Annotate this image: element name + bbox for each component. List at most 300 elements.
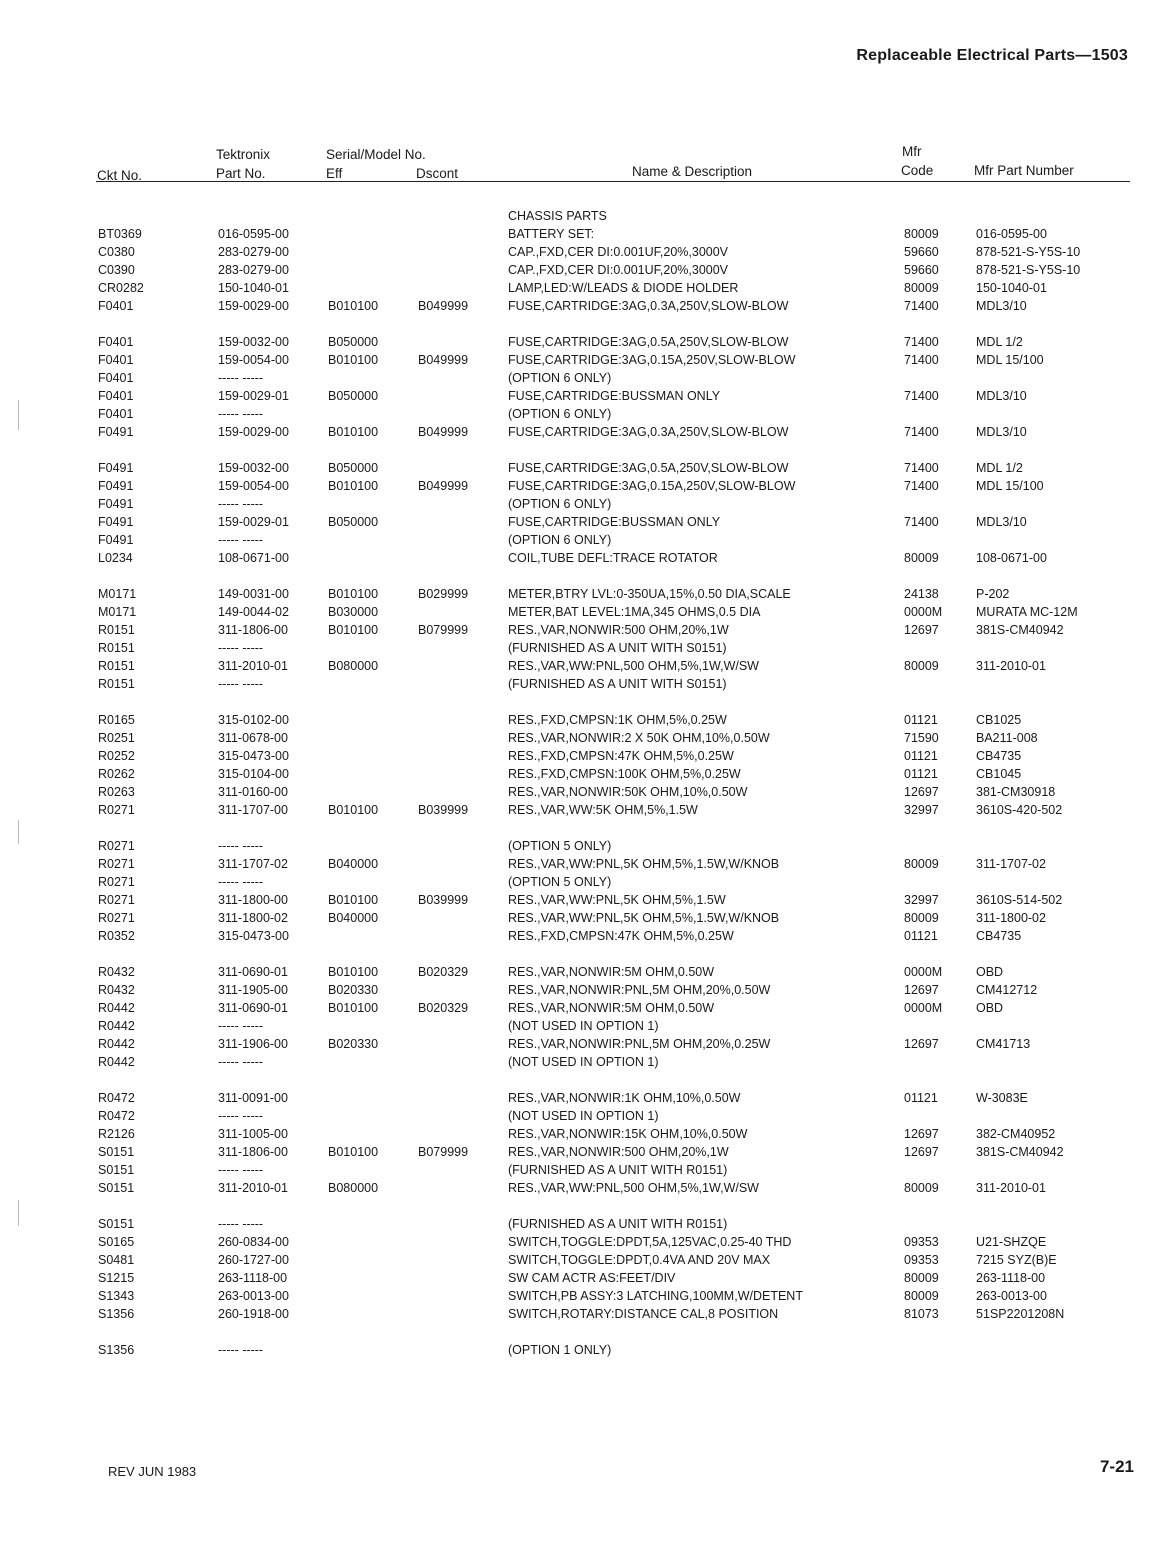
- mfr-part-number-cell: OBD: [976, 965, 1004, 979]
- mfr-code-cell: 80009: [904, 911, 939, 925]
- description-cell: FUSE,CARTRIDGE:3AG,0.15A,250V,SLOW-BLOW: [508, 479, 796, 493]
- ckt-no-cell: S0151: [98, 1217, 135, 1231]
- mfr-code-cell: 12697: [904, 1127, 939, 1141]
- dscont-cell: [418, 603, 468, 621]
- group-spacer: [508, 1071, 803, 1089]
- part-no-cell: ----- -----: [218, 677, 264, 691]
- description-cell: COIL,TUBE DEFL:TRACE ROTATOR: [508, 551, 718, 565]
- part-no-cell: 311-1800-02: [218, 911, 288, 925]
- group-spacer: [508, 693, 803, 711]
- col-head-ckt-no: Ckt No.: [97, 168, 143, 183]
- dscont-cell: [418, 657, 468, 675]
- mfr-code-cell: 01121: [904, 749, 938, 763]
- group-spacer: [418, 693, 468, 711]
- eff-cell: [328, 1287, 378, 1305]
- mfr-code-cell: 12697: [904, 1037, 939, 1051]
- group-spacer: [418, 1323, 468, 1341]
- description-cell: FUSE,CARTRIDGE:3AG,0.15A,250V,SLOW-BLOW: [508, 353, 796, 367]
- dscont-cell: [418, 387, 468, 405]
- mfr-part-number-cell: MDL3/10: [976, 425, 1027, 439]
- ckt-no-cell: F0491: [98, 533, 134, 547]
- mfr-part-number-cell: [976, 1107, 1080, 1125]
- part-no-column: [218, 207, 289, 1359]
- description-cell: RES.,FXD,CMPSN:1K OHM,5%,0.25W: [508, 713, 727, 727]
- header-rule: [96, 181, 1130, 182]
- col-head-name-description: Name & Description: [632, 164, 753, 179]
- eff-cell: [328, 783, 378, 801]
- part-no-cell: 159-0029-00: [218, 299, 289, 313]
- dscont-cell: B049999: [418, 425, 469, 439]
- mfr-part-number-cell: [976, 873, 1080, 891]
- group-spacer: [418, 1071, 468, 1089]
- ckt-no-cell: F0491: [98, 515, 134, 529]
- part-no-cell: 260-1918-00: [218, 1307, 289, 1321]
- mfr-code-cell: 71400: [904, 515, 939, 529]
- ckt-no-cell: R0472: [98, 1091, 135, 1105]
- mfr-part-number-cell: MDL 1/2: [976, 461, 1023, 475]
- eff-cell: [328, 405, 378, 423]
- mfr-code-cell: 71400: [904, 479, 939, 493]
- ckt-no-cell: S0151: [98, 1145, 135, 1159]
- description-cell: RES.,VAR,NONWIR:50K OHM,10%,0.50W: [508, 785, 748, 799]
- part-no-cell: 311-0091-00: [218, 1091, 288, 1105]
- description-cell: FUSE,CARTRIDGE:3AG,0.3A,250V,SLOW-BLOW: [508, 299, 789, 313]
- mfr-code-cell: 09353: [904, 1253, 939, 1267]
- mfr-part-number-cell: U21-SHZQE: [976, 1235, 1047, 1249]
- description-cell: RES.,VAR,WW:PNL,5K OHM,5%,1.5W,W/KNOB: [508, 857, 780, 871]
- group-spacer: [976, 567, 1080, 585]
- part-no-cell: 150-1040-01: [218, 281, 289, 295]
- group-spacer: [98, 1071, 144, 1089]
- mfr-code-cell: 59660: [904, 245, 939, 259]
- part-no-cell: 311-1800-00: [218, 893, 288, 907]
- group-spacer: [418, 567, 468, 585]
- mfr-code-cell: [904, 495, 942, 513]
- group-spacer: [508, 819, 803, 837]
- eff-cell: B040000: [328, 857, 379, 871]
- description-cell: (OPTION 5 ONLY): [508, 839, 612, 853]
- part-no-cell: ----- -----: [218, 1217, 264, 1231]
- eff-cell: B080000: [328, 659, 379, 673]
- group-spacer: [328, 1323, 378, 1341]
- group-spacer: [328, 1197, 378, 1215]
- part-no-cell: 159-0029-00: [218, 425, 289, 439]
- description-cell: RES.,VAR,NONWIR:15K OHM,10%,0.50W: [508, 1127, 748, 1141]
- group-spacer: [328, 567, 378, 585]
- ckt-no-cell: F0401: [98, 371, 134, 385]
- mfr-code-cell: [904, 1053, 942, 1071]
- dscont-cell: [418, 1269, 468, 1287]
- mfr-code-cell: 80009: [904, 227, 939, 241]
- mfr-code-cell: 81073: [904, 1307, 939, 1321]
- mfr-part-number-cell: 311-2010-01: [976, 1181, 1046, 1195]
- mfr-code-cell: [904, 639, 942, 657]
- dscont-cell: B020329: [418, 1001, 469, 1015]
- mfr-code-cell: 0000M: [904, 605, 943, 619]
- mfr-part-number-cell: 016-0595-00: [976, 227, 1047, 241]
- mfr-part-number-cell: CM412712: [976, 983, 1038, 997]
- dscont-cell: [418, 1287, 468, 1305]
- eff-cell: [328, 225, 378, 243]
- part-no-cell: 149-0031-00: [218, 587, 289, 601]
- mfr-part-number-cell: 3610S-420-502: [976, 803, 1063, 817]
- dscont-cell: B020329: [418, 965, 469, 979]
- eff-cell: [328, 747, 378, 765]
- mfr-code-cell: [904, 207, 942, 225]
- mfr-part-number-cell: 3610S-514-502: [976, 893, 1063, 907]
- description-cell: METER,BAT LEVEL:1MA,345 OHMS,0.5 DIA: [508, 605, 761, 619]
- ckt-no-cell: S1343: [98, 1289, 135, 1303]
- eff-cell: [328, 531, 378, 549]
- mfr-code-cell: 01121: [904, 767, 938, 781]
- part-no-cell: 315-0104-00: [218, 767, 289, 781]
- eff-cell: [328, 207, 378, 225]
- mfr-code-cell: [904, 873, 942, 891]
- eff-cell: [328, 243, 378, 261]
- eff-cell: B020330: [328, 983, 379, 997]
- part-no-cell: [218, 207, 289, 225]
- part-no-cell: ----- -----: [218, 497, 264, 511]
- mfr-code-cell: [904, 369, 942, 387]
- eff-cell: [328, 729, 378, 747]
- mfr-part-number-cell: [976, 207, 1080, 225]
- ckt-no-cell: R0151: [98, 641, 135, 655]
- ckt-no-cell: M0171: [98, 587, 137, 601]
- group-spacer: [218, 693, 289, 711]
- ckt-no-cell: R0151: [98, 659, 135, 673]
- eff-cell: B010100: [328, 893, 379, 907]
- ckt-no-cell: F0401: [98, 407, 134, 421]
- ckt-no-cell: R0251: [98, 731, 135, 745]
- eff-cell: B010100: [328, 1001, 379, 1015]
- dscont-cell: [418, 531, 468, 549]
- mfr-code-cell: 71590: [904, 731, 939, 745]
- col-head-dscont: Dscont: [416, 166, 459, 181]
- group-spacer: [976, 315, 1080, 333]
- ckt-no-cell: R0432: [98, 965, 135, 979]
- mfr-part-number-cell: [976, 837, 1080, 855]
- ckt-no-cell: R0271: [98, 839, 135, 853]
- ckt-no-cell: M0171: [98, 605, 137, 619]
- description-cell: SWITCH,TOGGLE:DPDT,0.4VA AND 20V MAX: [508, 1253, 771, 1267]
- group-spacer: [904, 945, 942, 963]
- ckt-no-cell: S1356: [98, 1307, 135, 1321]
- mfr-code-cell: 71400: [904, 389, 939, 403]
- dscont-cell: [418, 1107, 468, 1125]
- scan-margin-mark: [18, 400, 19, 430]
- ckt-no-cell: R0271: [98, 893, 135, 907]
- dscont-cell: B039999: [418, 803, 469, 817]
- dscont-cell: [418, 459, 468, 477]
- eff-cell: [328, 369, 378, 387]
- eff-cell: [328, 639, 378, 657]
- mfr-code-cell: [904, 1215, 942, 1233]
- ckt-no-cell: R0271: [98, 911, 135, 925]
- part-no-cell: 283-0279-00: [218, 263, 289, 277]
- group-spacer: [328, 693, 378, 711]
- group-spacer: [904, 1323, 942, 1341]
- ckt-no-cell: R0262: [98, 767, 135, 781]
- mfr-part-number-cell: 51SP2201208N: [976, 1307, 1065, 1321]
- mfr-part-number-cell: [976, 495, 1080, 513]
- part-no-cell: 108-0671-00: [218, 551, 289, 565]
- dscont-cell: B039999: [418, 893, 469, 907]
- dscont-cell: [418, 873, 468, 891]
- ckt-no-cell: S0481: [98, 1253, 135, 1267]
- mfr-part-number-cell: [976, 1341, 1080, 1359]
- description-cell: RES.,FXD,CMPSN:47K OHM,5%,0.25W: [508, 929, 734, 943]
- ckt-no-cell: R0271: [98, 857, 135, 871]
- group-spacer: [418, 945, 468, 963]
- dscont-cell: B029999: [418, 587, 469, 601]
- ckt-no-cell: R0472: [98, 1109, 135, 1123]
- part-no-cell: 149-0044-02: [218, 605, 289, 619]
- ckt-no-cell: F0491: [98, 497, 134, 511]
- description-cell: RES.,VAR,NONWIR:2 X 50K OHM,10%,0.50W: [508, 731, 770, 745]
- ckt-no-cell: BT0369: [98, 227, 142, 241]
- mfr-code-cell: [904, 1341, 942, 1359]
- part-no-cell: 315-0102-00: [218, 713, 289, 727]
- ckt-no-cell: R0263: [98, 785, 135, 799]
- eff-cell: [328, 711, 378, 729]
- mfr-part-number-cell: CB1045: [976, 767, 1022, 781]
- dscont-cell: [418, 207, 468, 225]
- ckt-no-cell: R0151: [98, 677, 135, 691]
- description-cell: SWITCH,PB ASSY:3 LATCHING,100MM,W/DETENT: [508, 1289, 803, 1303]
- eff-cell: B050000: [328, 461, 379, 475]
- mfr-part-number-cell: P-202: [976, 587, 1010, 601]
- col-head-code: Code: [901, 163, 934, 178]
- revision-date: REV JUN 1983: [108, 1464, 197, 1479]
- mfr-code-cell: 80009: [904, 1271, 939, 1285]
- mfr-part-number-cell: MDL 15/100: [976, 479, 1044, 493]
- mfr-code-cell: 0000M: [904, 965, 943, 979]
- group-spacer: [328, 945, 378, 963]
- group-spacer: [418, 315, 468, 333]
- description-cell: RES.,FXD,CMPSN:47K OHM,5%,0.25W: [508, 749, 734, 763]
- ckt-no-cell: F0491: [98, 479, 134, 493]
- group-spacer: [904, 567, 942, 585]
- part-no-cell: 260-1727-00: [218, 1253, 289, 1267]
- description-cell: (NOT USED IN OPTION 1): [508, 1055, 659, 1069]
- eff-cell: [328, 1089, 378, 1107]
- ckt-no-cell: S1215: [98, 1271, 135, 1285]
- ckt-no-cell: S1356: [98, 1343, 135, 1357]
- eff-cell: [328, 765, 378, 783]
- eff-cell: [328, 1269, 378, 1287]
- group-spacer: [218, 315, 289, 333]
- mfr-part-number-cell: 381-CM30918: [976, 785, 1056, 799]
- part-no-cell: ----- -----: [218, 407, 264, 421]
- eff-cell: [328, 1107, 378, 1125]
- eff-cell: [328, 1305, 378, 1323]
- description-cell: RES.,VAR,WW:PNL,500 OHM,5%,1W,W/SW: [508, 1181, 759, 1195]
- col-head-serial-model: Serial/Model No.: [326, 147, 426, 162]
- dscont-cell: [418, 279, 468, 297]
- part-no-cell: ----- -----: [218, 1109, 264, 1123]
- mfr-code-cell: 80009: [904, 659, 939, 673]
- description-cell: FUSE,CARTRIDGE:3AG,0.5A,250V,SLOW-BLOW: [508, 335, 789, 349]
- description-cell: RES.,VAR,WW:PNL,5K OHM,5%,1.5W: [508, 893, 726, 907]
- dscont-cell: B049999: [418, 299, 469, 313]
- group-spacer: [508, 567, 803, 585]
- eff-cell: [328, 279, 378, 297]
- mfr-part-number-cell: [976, 531, 1080, 549]
- eff-column: [328, 207, 378, 1359]
- mfr-code-cell: 09353: [904, 1235, 939, 1249]
- eff-cell: B010100: [328, 299, 379, 313]
- dscont-cell: [418, 711, 468, 729]
- mfr-part-number-cell: MDL 15/100: [976, 353, 1044, 367]
- mfr-code-cell: 80009: [904, 1181, 939, 1195]
- eff-cell: B010100: [328, 479, 379, 493]
- dscont-cell: [418, 513, 468, 531]
- dscont-column: [418, 207, 468, 1359]
- page-number: 7-21: [1099, 1457, 1134, 1476]
- dscont-cell: [418, 1251, 468, 1269]
- group-spacer: [218, 567, 289, 585]
- dscont-cell: B079999: [418, 623, 469, 637]
- mfr-code-cell: 32997: [904, 893, 939, 907]
- description-cell: RES.,VAR,WW:PNL,500 OHM,5%,1W,W/SW: [508, 659, 759, 673]
- ckt-no-cell: F0401: [98, 389, 134, 403]
- description-cell: RES.,VAR,NONWIR:500 OHM,20%,1W: [508, 623, 729, 637]
- mfr-code-cell: 59660: [904, 263, 939, 277]
- mfr-part-number-cell: BA211-008: [976, 731, 1038, 745]
- ckt-no-cell: R0442: [98, 1019, 135, 1033]
- description-cell: (FURNISHED AS A UNIT WITH R0151): [508, 1217, 728, 1231]
- mfr-part-number-cell: [976, 639, 1080, 657]
- dscont-cell: [418, 1089, 468, 1107]
- dscont-cell: [418, 405, 468, 423]
- part-no-cell: 311-1707-00: [218, 803, 288, 817]
- part-no-cell: 311-0160-00: [218, 785, 288, 799]
- part-no-cell: 263-0013-00: [218, 1289, 289, 1303]
- part-no-cell: 159-0054-00: [218, 479, 289, 493]
- dscont-cell: [418, 225, 468, 243]
- eff-cell: [328, 1251, 378, 1269]
- mfr-part-number-cell: CM41713: [976, 1037, 1031, 1051]
- part-no-cell: 263-1118-00: [218, 1271, 288, 1285]
- mfr-code-cell: 71400: [904, 461, 939, 475]
- mfr-part-number-cell: 150-1040-01: [976, 281, 1047, 295]
- description-cell: RES.,VAR,WW:5K OHM,5%,1.5W: [508, 803, 698, 817]
- description-cell: SWITCH,ROTARY:DISTANCE CAL,8 POSITION: [508, 1307, 779, 1321]
- dscont-cell: [418, 495, 468, 513]
- mfr-part-number-cell: 263-0013-00: [976, 1289, 1047, 1303]
- group-spacer: [218, 1197, 289, 1215]
- dscont-cell: [418, 369, 468, 387]
- eff-cell: B010100: [328, 587, 379, 601]
- group-spacer: [976, 1197, 1080, 1215]
- description-cell: LAMP,LED:W/LEADS & DIODE HOLDER: [508, 281, 739, 295]
- eff-cell: B010100: [328, 425, 379, 439]
- part-no-cell: 311-0678-00: [218, 731, 288, 745]
- group-spacer: [218, 1071, 289, 1089]
- dscont-cell: B049999: [418, 353, 469, 367]
- ckt-no-cell: R0252: [98, 749, 135, 763]
- description-cell: RES.,VAR,WW:PNL,5K OHM,5%,1.5W,W/KNOB: [508, 911, 780, 925]
- mfr-code-cell: [904, 837, 942, 855]
- dscont-cell: [418, 1341, 468, 1359]
- ckt-no-cell: R0352: [98, 929, 135, 943]
- description-cell: CAP.,FXD,CER DI:0.001UF,20%,3000V: [508, 263, 729, 277]
- ckt-no-cell: F0401: [98, 353, 134, 367]
- group-spacer: [904, 315, 942, 333]
- part-no-cell: 311-2010-01: [218, 659, 288, 673]
- eff-cell: [328, 1215, 378, 1233]
- mfr-code-cell: 01121: [904, 713, 938, 727]
- ckt-no-cell: C0390: [98, 263, 135, 277]
- dscont-cell: [418, 981, 468, 999]
- eff-cell: [328, 261, 378, 279]
- mfr-part-number-cell: 878-521-S-Y5S-10: [976, 245, 1081, 259]
- mfr-code-cell: 71400: [904, 353, 939, 367]
- eff-cell: B020330: [328, 1037, 379, 1051]
- mfr-part-number-cell: 381S-CM40942: [976, 623, 1064, 637]
- part-no-cell: ----- -----: [218, 1163, 264, 1177]
- description-cell: (OPTION 6 ONLY): [508, 533, 612, 547]
- description-cell: METER,BTRY LVL:0-350UA,15%,0.50 DIA,SCALE: [508, 587, 791, 601]
- eff-cell: B030000: [328, 605, 379, 619]
- eff-cell: B010100: [328, 1145, 379, 1159]
- group-spacer: [218, 1323, 289, 1341]
- group-spacer: [218, 945, 289, 963]
- group-spacer: [508, 1197, 803, 1215]
- part-no-cell: 311-1806-00: [218, 1145, 288, 1159]
- mfr-part-number-cell: CB4735: [976, 929, 1022, 943]
- eff-cell: [328, 1125, 378, 1143]
- description-cell: (OPTION 1 ONLY): [508, 1343, 612, 1357]
- mfr-part-number-cell: CB4735: [976, 749, 1022, 763]
- description-cell: RES.,VAR,NONWIR:500 OHM,20%,1W: [508, 1145, 729, 1159]
- ckt-no-cell: R0271: [98, 875, 135, 889]
- dscont-cell: [418, 837, 468, 855]
- description-cell: (FURNISHED AS A UNIT WITH S0151): [508, 641, 727, 655]
- mfr-part-number-cell: MDL3/10: [976, 515, 1027, 529]
- mfr-code-cell: [904, 1161, 942, 1179]
- mfr-code-cell: 01121: [904, 929, 938, 943]
- mfr-part-number-cell: 878-521-S-Y5S-10: [976, 263, 1081, 277]
- mfr-code-cell: 80009: [904, 857, 939, 871]
- eff-cell: B010100: [328, 803, 379, 817]
- mfr-part-number-cell: [976, 1215, 1080, 1233]
- part-no-cell: 311-0690-01: [218, 1001, 288, 1015]
- part-no-cell: 159-0029-01: [218, 515, 289, 529]
- mfr-code-cell: 0000M: [904, 1001, 943, 1015]
- description-cell: (NOT USED IN OPTION 1): [508, 1019, 659, 1033]
- group-spacer: [218, 819, 289, 837]
- mfr-code-cell: [904, 405, 942, 423]
- description-column: [508, 207, 803, 1359]
- group-spacer: [98, 567, 144, 585]
- mfr-part-number-cell: MURATA MC-12M: [976, 605, 1078, 619]
- ckt-no-cell: R0165: [98, 713, 135, 727]
- col-head-eff: Eff: [326, 166, 343, 181]
- ckt-no-cell: R0442: [98, 1001, 135, 1015]
- dscont-cell: [418, 729, 468, 747]
- part-no-cell: 016-0595-00: [218, 227, 289, 241]
- mfr-part-number-cell: [976, 405, 1080, 423]
- dscont-cell: [418, 1179, 468, 1197]
- page-title: Replaceable Electrical Parts—1503: [856, 47, 1128, 64]
- group-spacer: [328, 315, 378, 333]
- mfr-code-cell: 32997: [904, 803, 939, 817]
- mfr-part-number-cell: [976, 1017, 1080, 1035]
- dscont-cell: [418, 1017, 468, 1035]
- group-spacer: [98, 441, 144, 459]
- description-cell: (FURNISHED AS A UNIT WITH S0151): [508, 677, 727, 691]
